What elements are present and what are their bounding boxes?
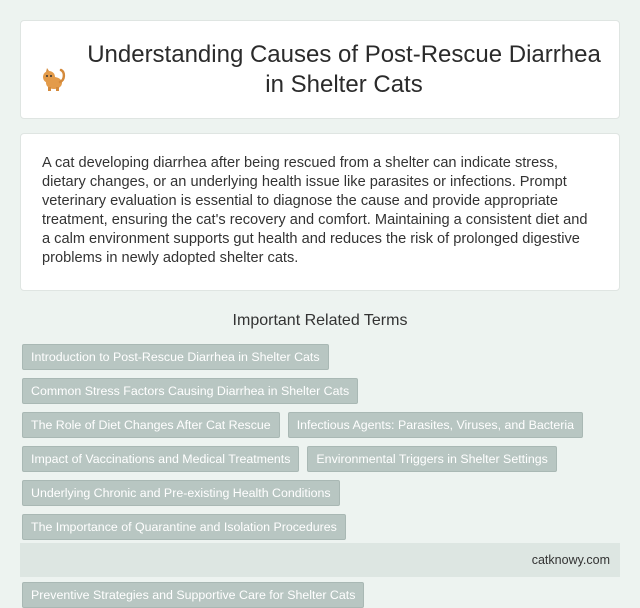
related-term-tag[interactable]: Infectious Agents: Parasites, Viruses, and Bacteria [288, 412, 583, 438]
footer [20, 543, 620, 577]
title-card [20, 20, 620, 119]
related-term-tag[interactable]: The Role of Diet Changes After Cat Rescue [22, 412, 280, 438]
related-term-tag[interactable]: Underlying Chronic and Pre-existing Health Conditions [22, 480, 340, 506]
footer-site-link[interactable]: catknowy.com [531, 553, 610, 567]
related-term-tag[interactable]: Impact of Vaccinations and Medical Treatments [22, 446, 299, 472]
title-wrap [16, 40, 624, 100]
related-terms-heading: Important Related Terms [232, 312, 408, 329]
related-term-tag[interactable]: Environmental Triggers in Shelter Settings [307, 446, 556, 472]
description-card [20, 133, 620, 291]
cat-icon [36, 62, 66, 92]
page-title: Understanding Causes of Post-Rescue Diarrhea in Shelter Cats [87, 40, 601, 98]
description-text: A cat developing diarrhea after being rescued from a shelter can indicate stress, dietary changes, or an underlying health issue like parasites or infections. Prompt veterinary evaluation is essential to diagnose the cause and provide appropriate treatment, ensuring the cat's recovery and comfort. Maintaining a consistent diet and a calm environment supports gut health and reduces the risk of prolonged digestive problems in newly adopted shelter cats. [42, 155, 588, 266]
related-term-tag[interactable]: The Importance of Quarantine and Isolation Procedures [22, 514, 346, 540]
related-term-tag[interactable]: Introduction to Post-Rescue Diarrhea in Shelter Cats [22, 344, 329, 370]
related-term-tag[interactable]: Common Stress Factors Causing Diarrhea in Shelter Cats [22, 378, 358, 404]
related-term-tag[interactable]: Preventive Strategies and Supportive Care for Shelter Cats [22, 582, 364, 608]
